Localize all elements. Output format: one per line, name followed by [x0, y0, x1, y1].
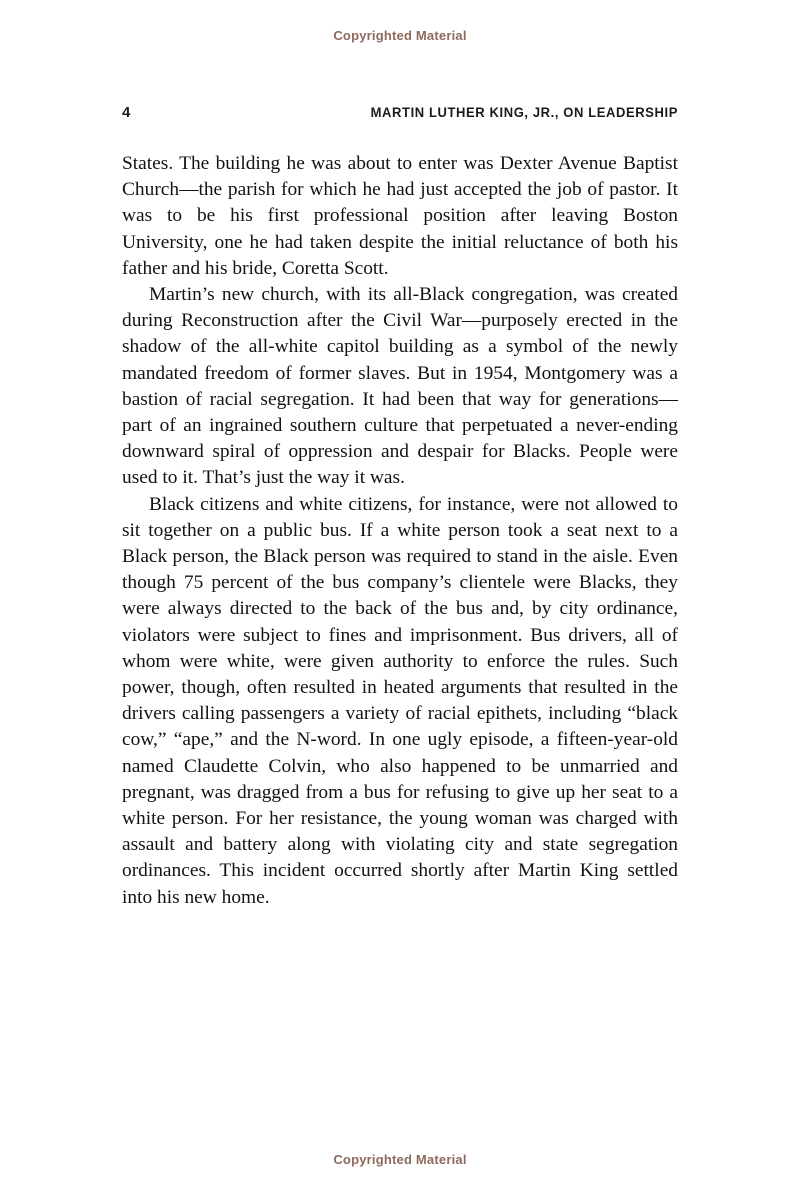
- copyright-notice-bottom: Copyrighted Material: [333, 1152, 467, 1167]
- page-number: 4: [122, 104, 131, 121]
- paragraph: Black citizens and white citizens, for instance, were not allowed to sit together on a public bus. If a white person took a seat next to a Black person, the Black person was required to stand in the aisle. Even though 75 percent of the bus company’s clientele were Blacks, they were always directed to the back of the bus and, by city ordinance, violators were subject to fines and imprisonment. Bus drivers, all of whom were white, were given authority to enforce the rules. Such power, though, often resulted in heated arguments that resulted in the drivers calling passengers a variety of racial epithets, including “black cow,” “ape,” and the N-word. In one ugly episode, a fifteen-year-old named Claudette Colvin, who also happened to be unmarried and pregnant, was dragged from a bus for refusing to give up her seat to a white person. For her resistance, the young woman was charged with assault and battery along with violating city and state segregation ordinances. This incident occurred shortly after Martin King settled into his new home.: [122, 493, 678, 908]
- paragraph: Martin’s new church, with its all-Black congregation, was created during Reconstruction after the Civil War—purposely erected in the shadow of the all-white capitol building as a symbol of the newly mandated freedom of former slaves. But in 1954, Montgomery was a bastion of racial segregation. It had been that way for generations—part of an ingrained southern culture that perpetuated a never-ending downward spiral of oppression and despair for Blacks. People were used to it. That’s just the way it was.: [122, 284, 678, 489]
- running-title: MARTIN LUTHER KING, JR., ON LEADERSHIP: [370, 103, 678, 120]
- body-text: [122, 151, 678, 911]
- running-header: [122, 104, 678, 121]
- copyright-notice-top: Copyrighted Material: [333, 28, 467, 43]
- paragraph: States. The building he was about to enter was Dexter Avenue Baptist Church—the parish for which he had just accepted the job of pastor. It was to be his first professional position after leaving Boston University, one he had taken despite the initial reluctance of both his father and his bride, Coretta Scott.: [122, 153, 678, 279]
